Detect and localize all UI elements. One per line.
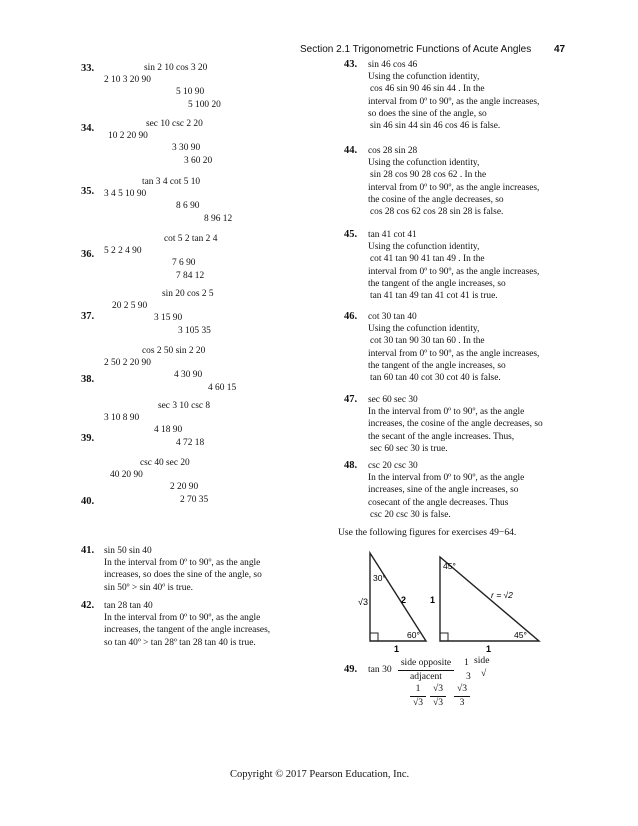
page-number: 47	[554, 44, 566, 55]
problem-42	[104, 600, 270, 649]
math-line: csc 40 sec 20	[140, 458, 190, 468]
math-line: 7 6 90	[172, 258, 196, 269]
math-line: cot 5 2 tan 2 4	[164, 234, 218, 244]
math-line: cos 2 50 sin 2 20	[142, 346, 206, 356]
math-line: sin 28 cos 90 28 cos 62 . In the	[370, 170, 487, 181]
text-line: so does the sine of the angle, so	[368, 108, 487, 119]
triangle-figures	[341, 543, 545, 653]
side-label: 1	[486, 644, 492, 653]
angle-label: 60°	[407, 630, 420, 640]
math-line: 5 100 20	[188, 99, 221, 110]
fraction-numerator: √3	[456, 683, 468, 694]
fraction-denominator: √3	[412, 697, 424, 708]
problem-number: 49.	[344, 664, 358, 675]
statement: cos 28 sin 28	[368, 146, 418, 156]
math-line: tan 41 tan 49 tan 41 cot 41 is true.	[370, 290, 498, 301]
math-line: cot 30 tan 90 30 tan 60 . In the	[370, 336, 485, 347]
math-line: 2 20 90	[170, 482, 199, 493]
problem-45	[368, 229, 539, 302]
math-line: csc 20 csc 30 is false.	[370, 509, 451, 520]
math-line: 3 4 5 10 90	[104, 189, 147, 200]
problem-number: 35.	[81, 186, 95, 197]
problem-43	[368, 59, 539, 132]
problem-48	[368, 460, 524, 521]
text-line: In the interval from 0º to 90º, as the angle	[104, 558, 261, 569]
math-line: 4 30 90	[174, 370, 203, 381]
math-line: tan 3 4 cot 5 10	[142, 177, 201, 187]
math-line: 8 96 12	[204, 213, 233, 224]
text-line: interval from 0º to 90º, as the angle increases,	[368, 182, 540, 193]
math-line: 10 2 20 90	[108, 131, 148, 142]
fraction-numerator: √3	[432, 683, 444, 694]
math-line: 3 10 8 90	[104, 413, 140, 424]
math-line: 2 70 35	[180, 494, 209, 505]
text-line: Using the cofunction identity,	[368, 158, 480, 169]
text-line: increases, the tangent of the angle increases,	[104, 625, 271, 636]
fraction-denominator: 3	[459, 697, 465, 708]
text-line: In the interval from 0º to 90º, as the angle	[368, 407, 525, 418]
problem-number: 46.	[344, 311, 358, 322]
math-line: 3 60 20	[184, 155, 213, 166]
small-numerator: 1	[464, 657, 469, 668]
problem-40	[104, 457, 208, 506]
problem-number: 33.	[81, 63, 95, 74]
math-line: tan 60 tan 40 cot 30 cot 40 is false.	[370, 372, 501, 383]
text-line: sin 50º > sin 40º is true.	[104, 582, 193, 593]
problem-37	[104, 288, 214, 337]
math-line: cos 46 sin 90 46 sin 44 . In the	[370, 84, 485, 95]
problem-number: 38.	[81, 374, 95, 385]
math-line: 5 2 2 4 90	[104, 246, 142, 257]
problem-36	[104, 233, 217, 282]
math-line: 40 20 90	[110, 470, 143, 481]
small-denominator: 3	[466, 671, 471, 682]
problem-number: 34.	[81, 123, 95, 134]
math-line: 3 105 35	[178, 325, 211, 336]
angle-label: 30°	[373, 573, 386, 583]
statement: csc 20 csc 30	[368, 461, 418, 471]
text-line: the cosine of the angle decreases, so	[368, 194, 504, 205]
math-line: sin 20 cos 2 5	[162, 289, 214, 299]
statement: sin 50 sin 40	[104, 546, 152, 556]
problem-number: 42.	[81, 600, 95, 611]
text-line: increases, sine of the angle increases, so	[368, 485, 519, 496]
text-line: interval from 0º to 90º, as the angle increases,	[368, 348, 540, 359]
math-line: 4 60 15	[208, 382, 237, 393]
text-line: interval from 0º to 90º, as the angle increases,	[368, 96, 540, 107]
side-word: side	[474, 655, 490, 666]
math-line: cos 28 cos 62 cos 28 sin 28 is false.	[370, 206, 504, 217]
math-line: 4 72 18	[176, 437, 205, 448]
text-line: so tan 40º > tan 28º tan 28 tan 40 is true.	[104, 637, 256, 648]
text-line: the secant of the angle increases. Thus,	[368, 431, 515, 442]
problem-33	[104, 62, 221, 111]
text-line: increases, so does the sine of the angle, so	[104, 570, 262, 581]
problem-38	[104, 345, 236, 394]
math-line: 5 10 90	[176, 87, 205, 98]
math-line: sec 3 10 csc 8	[158, 401, 211, 411]
math-line: cot 41 tan 90 41 tan 49 . In the	[370, 254, 485, 265]
math-line: 7 84 12	[176, 270, 205, 281]
math-line: 3 15 90	[154, 313, 183, 324]
text-line: Using the cofunction identity,	[368, 324, 480, 335]
side-label: r = √2	[491, 590, 513, 600]
math-line: sin 46 sin 44 sin 46 cos 46 is false.	[370, 120, 501, 131]
text-line: Using the cofunction identity,	[368, 242, 480, 253]
math-line: 3 30 90	[172, 143, 201, 154]
problem-41	[104, 545, 262, 594]
statement: tan 41 cot 41	[368, 230, 417, 240]
side-label: 2	[401, 595, 407, 605]
problem-46	[368, 311, 539, 384]
math-line: 2 10 3 20 90	[104, 75, 151, 86]
side-label: 1	[430, 595, 436, 605]
figure-intro: Use the following figures for exercises 49−64.	[338, 527, 517, 538]
fraction-denominator: adjacent	[410, 671, 442, 682]
text-line: Using the cofunction identity,	[368, 72, 480, 83]
problem-number: 48.	[344, 460, 358, 471]
fraction-numerator: side opposite	[400, 657, 452, 668]
math-line: 2 50 2 20 90	[104, 358, 151, 369]
text-line: interval from 0º to 90º, as the angle increases,	[368, 266, 540, 277]
angle-label: 45°	[514, 630, 527, 640]
text-line: the tangent of the angle increases, so	[368, 278, 506, 289]
problem-39	[104, 400, 210, 449]
statement: sin 46 cos 46	[368, 60, 418, 70]
problem-number: 40.	[81, 496, 95, 507]
tan-30-label: tan 30	[368, 664, 392, 675]
math-line: sec 10 csc 2 20	[146, 119, 203, 129]
side-label: √3	[358, 597, 368, 607]
text-line: the tangent of the angle increases, so	[368, 360, 506, 371]
statement: cot 30 tan 40	[368, 312, 417, 322]
problem-number: 36.	[81, 249, 95, 260]
math-line: 20 2 5 90	[112, 301, 148, 312]
problem-44	[368, 145, 539, 218]
statement: tan 28 tan 40	[104, 601, 153, 611]
math-line: 4 18 90	[154, 425, 183, 436]
problem-number: 39.	[81, 433, 95, 444]
text-line: In the interval from 0º to 90º, as the angle	[104, 613, 261, 624]
copyright-footer: Copyright © 2017 Pearson Education, Inc.	[230, 769, 410, 780]
problem-number: 44.	[344, 145, 358, 156]
fraction-numerator: 1	[415, 683, 421, 694]
problem-number: 45.	[344, 229, 358, 240]
problem-number: 41.	[81, 545, 95, 556]
problem-47	[368, 394, 543, 455]
angle-label: 45°	[443, 561, 456, 571]
statement: sec 60 sec 30	[368, 395, 418, 405]
math-line: 8 6 90	[176, 201, 200, 212]
text-line: cosecant of the angle decreases. Thus	[368, 497, 509, 508]
problem-number: 47.	[344, 394, 358, 405]
section-header: Section 2.1 Trigonometric Functions of Acute Angles	[300, 44, 532, 55]
problem-number: 37.	[81, 311, 95, 322]
radical-sign: √	[481, 668, 487, 679]
problem-number: 43.	[344, 59, 358, 70]
text-line: increases, the cosine of the angle decreases, so	[368, 419, 543, 430]
fraction-denominator: √3	[432, 697, 444, 708]
math-line: sin 2 10 cos 3 20	[144, 63, 208, 73]
problem-35	[104, 176, 232, 225]
math-line: sec 60 sec 30 is true.	[370, 443, 448, 454]
problem-34	[104, 118, 212, 167]
side-label: 1	[394, 644, 400, 653]
text-line: In the interval from 0º to 90º, as the angle	[368, 473, 525, 484]
